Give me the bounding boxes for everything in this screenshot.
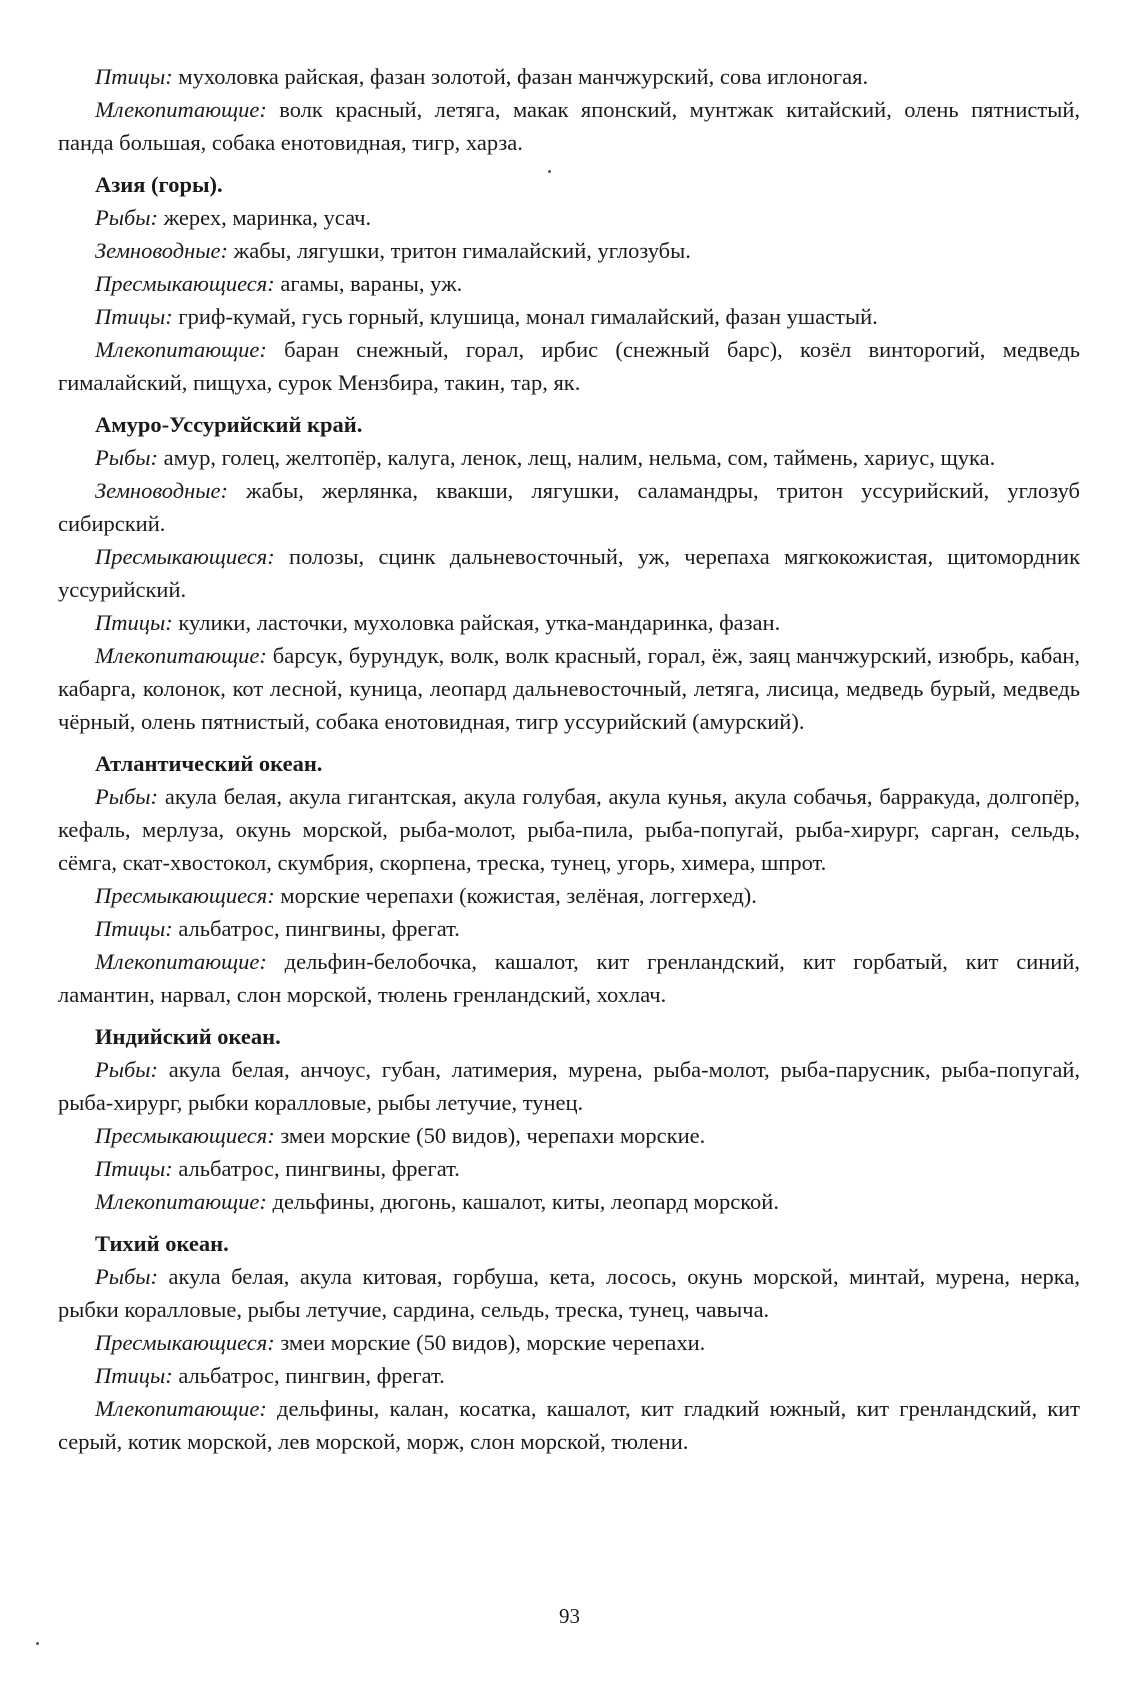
section-title: Тихий океан. — [95, 1231, 229, 1256]
section-title: Атлантический океан. — [95, 751, 323, 776]
entry-reptiles: Пресмыкающиеся: змеи морские (50 видов), черепахи морские. — [95, 1123, 706, 1148]
entry-birds: Птицы: кулики, ласточки, мухоловка райская, утка-мандаринка, фазан. — [95, 610, 781, 635]
entry-amphibians: Земноводные: жабы, жерлянка, квакши, лягушки, саламандры, тритон уссурийский, углозуб сибирский. — [58, 478, 1080, 536]
entry-fish: Рыбы: амур, голец, желтопёр, калуга, ленок, лещ, налим, нельма, сом, таймень, хариус, щука. — [95, 445, 996, 470]
page-content — [58, 60, 1080, 1458]
entry-reptiles: Пресмыкающиеся: агамы, вараны, уж. — [95, 271, 463, 296]
scan-speck — [548, 170, 551, 173]
section-pacific-ocean — [58, 1227, 1080, 1458]
entry-mammals: Млекопитающие: дельфины, калан, косатка, кашалот, кит гладкий южный, кит гренландский, кит серый, котик морской, лев морской, морж, слон морской, тюлени. — [58, 1396, 1081, 1454]
section-amur-ussuri — [58, 408, 1080, 738]
section-atlantic-ocean — [58, 747, 1080, 1011]
entry-birds: Птицы: альбатрос, пингвины, фрегат. — [95, 1156, 460, 1181]
section-title: Азия (горы). — [95, 172, 223, 197]
entry-reptiles: Пресмыкающиеся: полозы, сцинк дальневосточный, уж, черепаха мягкокожистая, щитомордник уссурийский. — [58, 544, 1081, 602]
entry-mammals: Млекопитающие: барсук, бурундук, волк, волк красный, горал, ёж, заяц манчжурский, изюбрь, кабан, кабарга, колонок, кот лесной, куница, леопард дальневосточный, летяга, лисица, медведь бурый, медведь чёрный, олень пятнистый, собака енотовидная, тигр уссурийский (амурский). — [58, 643, 1081, 734]
scan-speck — [36, 1642, 39, 1645]
prelude-birds: Птицы: мухоловка райская, фазан золотой, фазан манчжурский, сова иглоногая. — [95, 64, 869, 89]
entry-mammals: Млекопитающие: дельфин-белобочка, кашалот, кит гренландский, кит горбатый, кит синий, ламантин, нарвал, слон морской, тюлень гренландский, хохлач. — [58, 949, 1080, 1007]
entry-mammals: Млекопитающие: дельфины, дюгонь, кашалот, киты, леопард морской. — [95, 1189, 779, 1214]
section-indian-ocean — [58, 1020, 1080, 1218]
entry-mammals: Млекопитающие: баран снежный, горал, ирбис (снежный барс), козёл винторогий, медведь гималайский, пищуха, сурок Мензбира, такин, тар, як. — [58, 337, 1080, 395]
entry-birds: Птицы: гриф-кумай, гусь горный, клушица, монал гималайский, фазан ушастый. — [95, 304, 878, 329]
entry-reptiles: Пресмыкающиеся: морские черепахи (кожистая, зелёная, логгерхед). — [95, 883, 757, 908]
entry-birds: Птицы: альбатрос, пингвины, фрегат. — [95, 916, 460, 941]
entry-fish: Рыбы: жерех, маринка, усач. — [95, 205, 372, 230]
entry-birds: Птицы: альбатрос, пингвин, фрегат. — [95, 1363, 445, 1388]
prelude-mammals: Млекопитающие: волк красный, летяга, макак японский, мунтжак китайский, олень пятнистый, панда большая, собака енотовидная, тигр, харза. — [58, 97, 1080, 155]
entry-fish: Рыбы: акула белая, акула китовая, горбуша, кета, лосось, окунь морской, минтай, мурена, нерка, рыбки коралловые, рыбы летучие, сардина, сельдь, треска, тунец, чавыча. — [58, 1264, 1080, 1322]
entry-reptiles: Пресмыкающиеся: змеи морские (50 видов), морские черепахи. — [95, 1330, 706, 1355]
section-asia-mountains — [58, 168, 1080, 399]
entry-fish: Рыбы: акула белая, анчоус, губан, латимерия, мурена, рыба-молот, рыба-парусник, рыба-попугай, рыба-хирург, рыбки коралловые, рыбы летучие, тунец. — [58, 1057, 1081, 1115]
section-title: Амуро-Уссурийский край. — [95, 412, 363, 437]
page-number: 93 — [559, 1604, 580, 1628]
entry-fish: Рыбы: акула белая, акула гигантская, акула голубая, акула кунья, акула собачья, барракуда, долгопёр, кефаль, мерлуза, окунь морской, рыба-молот, рыба-пила, рыба-попугай, рыба-хирург, сарган, сельдь, сёмга, скат-хвостокол, скумбрия, скорпена, треска, тунец, угорь, химера, шпрот. — [58, 784, 1081, 875]
entry-amphibians: Земноводные: жабы, лягушки, тритон гималайский, углозубы. — [95, 238, 691, 263]
section-title: Индийский океан. — [95, 1024, 281, 1049]
